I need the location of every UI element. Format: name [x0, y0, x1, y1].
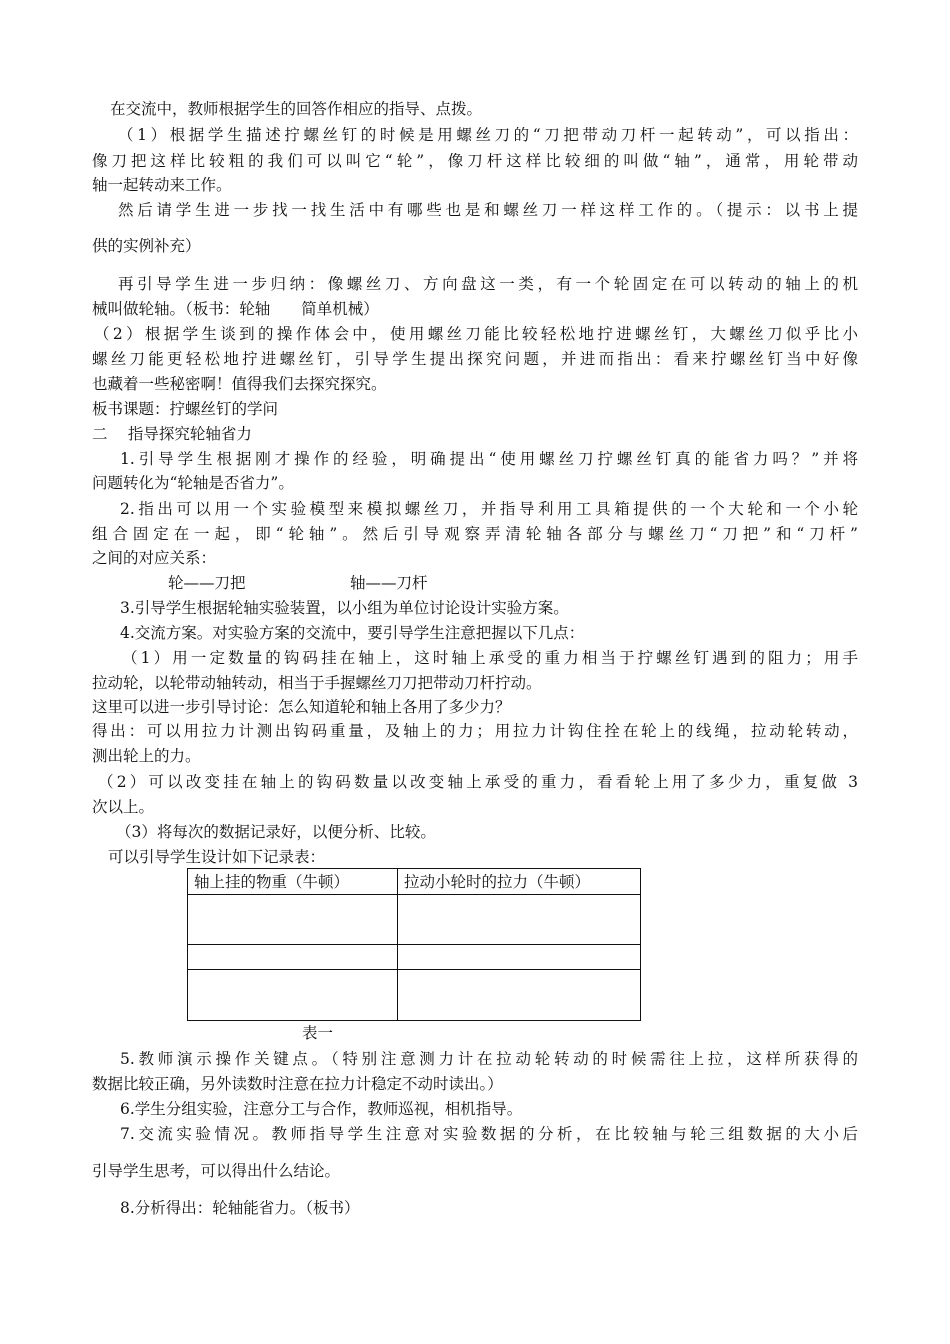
- table-row: [188, 945, 641, 970]
- paragraph-line: 得出：可以用拉力计测出钩码重量，及轴上的力；用拉力计钩住拴在轮上的线绳，拉动轮转动，: [92, 722, 858, 740]
- table-cell: [188, 945, 398, 970]
- paragraph-line: 7.交流实验情况。教师指导学生注意对实验数据的分析，在比较轴与轮三组数据的大小后: [120, 1125, 858, 1143]
- paragraph-line: 数据比较正确，另外读数时注意在拉力计稳定不动时读出。）: [92, 1075, 503, 1093]
- paragraph-line: 供的实例补充）: [92, 237, 201, 255]
- paragraph-line: （1）根据学生描述拧螺丝钉的时候是用螺丝刀的“刀把带动刀杆一起转动”，可以指出：: [118, 126, 858, 144]
- paragraph-line: 像刀把这样比较粗的我们可以叫它“轮”，像刀杆这样比较细的叫做“轴”，通常，用轮带动: [92, 152, 858, 170]
- paragraph-line: 在交流中，教师根据学生的回答作相应的指导、点拨。: [110, 100, 483, 118]
- paragraph-line: 然后请学生进一步找一找生活中有哪些也是和螺丝刀一样这样工作的。（提示：以书上提: [118, 201, 858, 219]
- paragraph-line: 再引导学生进一步归纳：像螺丝刀、方向盘这一类，有一个轮固定在可以转动的轴上的机: [118, 275, 858, 293]
- paragraph-line: 也藏着一些秘密啊！值得我们去探究探究。: [92, 375, 387, 393]
- paragraph-line: 6.学生分组实验，注意分工与合作，教师巡视，相机指导。: [120, 1100, 523, 1118]
- mapping-axle: 轴——刀杆: [350, 574, 428, 592]
- paragraph-line: 次以上。: [92, 798, 155, 816]
- mapping-wheel: 轮——刀把: [168, 574, 246, 592]
- paragraph-line: 问题转化为“轮轴是否省力”。: [92, 474, 294, 492]
- table-cell: [398, 945, 641, 970]
- paragraph-line: 4.交流方案。对实验方案的交流中，要引导学生注意把握以下几点：: [120, 624, 585, 642]
- table-cell: [398, 970, 641, 1021]
- table-header-weight: 轴上挂的物重（牛顿）: [188, 869, 398, 895]
- paragraph-line: 组合固定在一起，即“轮轴”。然后引导观察弄清轮轴各部分与螺丝刀“刀把”和“刀杆”: [92, 525, 858, 543]
- paragraph-line: 轴一起转动来工作。: [92, 176, 232, 194]
- paragraph-line: 之间的对应关系：: [92, 549, 217, 567]
- paragraph-line: 螺丝刀能更轻松地拧进螺丝钉，引导学生提出探究问题，并进而指出：看来拧螺丝钉当中好像: [92, 350, 858, 368]
- paragraph-line: 械叫做轮轴。（板书：轮轴 简单机械）: [92, 300, 379, 318]
- table-caption: 表一: [302, 1024, 334, 1042]
- paragraph-line: （3）将每次的数据记录好，以便分析、比较。: [116, 823, 436, 841]
- paragraph-line: 测出轮上的力。: [92, 747, 201, 765]
- paragraph-line: 1.引导学生根据刚才操作的经验，明确提出“使用螺丝刀拧螺丝钉真的能省力吗？”并将: [120, 450, 858, 468]
- paragraph-line: 这里可以进一步引导讨论：怎么知道轮和轴上各用了多少力？: [92, 698, 511, 716]
- paragraph-line: 2.指出可以用一个实验模型来模拟螺丝刀，并指导利用工具箱提供的一个大轮和一个小轮: [120, 500, 858, 518]
- table-row: [188, 895, 641, 945]
- table-cell: [398, 895, 641, 945]
- paragraph-line: 8.分析得出：轮轴能省力。（板书）: [120, 1199, 360, 1217]
- paragraph-line: （2）根据学生谈到的操作体会中，使用螺丝刀能比较轻松地拧进螺丝钉，大螺丝刀似乎比小: [94, 325, 858, 343]
- table-header-force: 拉动小轮时的拉力（牛顿）: [398, 869, 641, 895]
- paragraph-line: 3.引导学生根据轮轴实验装置，以小组为单位讨论设计实验方案。: [120, 599, 569, 617]
- paragraph-line: 拉动轮，以轮带动轴转动，相当于手握螺丝刀刀把带动刀杆拧动。: [92, 674, 542, 692]
- table-cell: [188, 970, 398, 1021]
- paragraph-line: 板书课题：拧螺丝钉的学问: [92, 400, 279, 418]
- table-row: [188, 970, 641, 1021]
- table-cell: [188, 895, 398, 945]
- paragraph-line: （1）用一定数量的钩码挂在轴上，这时轴上承受的重力相当于拧螺丝钉遇到的阻力；用手: [122, 649, 858, 667]
- paragraph-line: （2）可以改变挂在轴上的钩码数量以改变轴上承受的重力，看看轮上用了多少力，重复做 3: [98, 773, 858, 791]
- paragraph-line: 可以引导学生设计如下记录表：: [108, 848, 326, 866]
- section-heading: 二 指导探究轮轴省力: [92, 425, 252, 443]
- paragraph-line: 引导学生思考，可以得出什么结论。: [92, 1162, 341, 1180]
- paragraph-line: 5.教师演示操作关键点。（特别注意测力计在拉动轮转动的时候需往上拉，这样所获得的: [120, 1050, 858, 1068]
- record-table: [187, 868, 641, 1021]
